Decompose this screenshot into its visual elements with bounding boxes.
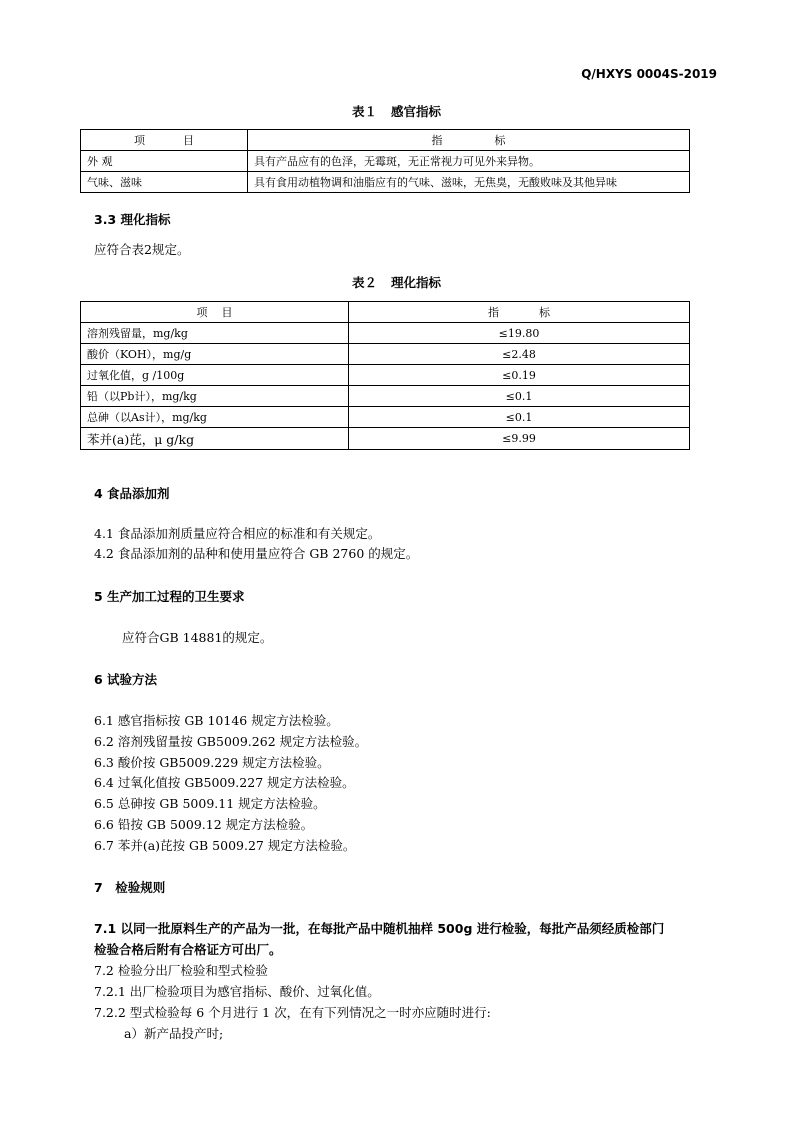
section-7-2-2: 7.2.2 型式检验每 6 个月进行 1 次，在有下列情况之一时亦应随时进行:: [94, 1005, 491, 1020]
section-6-heading: 6 试验方法: [94, 672, 158, 687]
row-item: 过氧化值，g /100g: [81, 365, 349, 386]
section-7-heading: 7 检验规则: [94, 880, 166, 895]
row-item: 外 观: [81, 151, 248, 172]
section-6-line: 6.6 铅按 GB 5009.12 规定方法检验。: [94, 817, 314, 832]
table2-caption-title: 理化指标: [391, 275, 442, 290]
section-6-line: 6.5 总砷按 GB 5009.11 规定方法检验。: [94, 796, 326, 811]
section-7-2: 7.2 检验分出厂检验和型式检验: [94, 963, 268, 978]
section-6-line: 6.2 溶剂残留量按 GB5009.262 规定方法检验。: [94, 734, 368, 749]
section-4-heading: 4 食品添加剂: [94, 486, 170, 501]
row-value: ≤2.48: [349, 344, 690, 365]
section-3-3-heading: 3.3 理化指标: [94, 212, 171, 227]
section-5-text: 应符合GB 14881的规定。: [122, 630, 273, 645]
table2-caption-number: 表２: [351, 275, 377, 290]
table-row: [81, 407, 690, 428]
row-value: ≤0.1: [349, 386, 690, 407]
column-header-index: 指 标: [248, 130, 690, 151]
row-item: 气味、滋味: [81, 172, 248, 193]
table-row: [81, 386, 690, 407]
section-6-line: 6.1 感官指标按 GB 10146 规定方法检验。: [94, 713, 339, 728]
row-value: ≤19.80: [349, 323, 690, 344]
section-7-1-line1: 7.1 以同一批原料生产的产品为一批，在每批产品中随机抽样 500g 进行检验，每批产品须经质检部门: [94, 921, 665, 936]
table-header-row: [81, 130, 690, 151]
column-header-item: 项 目: [81, 130, 248, 151]
column-header-index: 指 标: [349, 302, 690, 323]
list-item-a: a）新产品投产时;: [124, 1026, 224, 1041]
row-item: 溶剂残留量，mg/kg: [81, 323, 349, 344]
row-value: 具有食用动植物调和油脂应有的气味、滋味，无焦臭，无酸败味及其他异味: [248, 172, 690, 193]
table-row: [81, 323, 690, 344]
row-item: 总砷（以As计），mg/kg: [81, 407, 349, 428]
document-code: Q/HXYS 0004S-2019: [581, 67, 717, 81]
row-item: 酸价（KOH），mg/g: [81, 344, 349, 365]
section-5-heading: 5 生产加工过程的卫生要求: [94, 589, 245, 604]
table1-caption-title: 感官指标: [391, 104, 442, 119]
section-4-line: 4.1 食品添加剂质量应符合相应的标准和有关规定。: [94, 526, 381, 541]
section-7-1-line2: 检验合格后附有合格证方可出厂。: [94, 942, 282, 957]
section-7-2-1: 7.2.1 出厂检验项目为感官指标、酸价、过氧化值。: [94, 984, 380, 999]
row-value: ≤0.1: [349, 407, 690, 428]
table-row: [81, 428, 690, 450]
row-value: ≤9.99: [349, 428, 690, 450]
sensory-indicators-table: [80, 129, 690, 193]
section-3-3-text: 应符合表2规定。: [94, 242, 190, 257]
table2-caption: [0, 273, 793, 291]
row-item: 苯并(a)芘，μ g/kg: [81, 428, 349, 450]
table-row: [81, 172, 690, 193]
row-value: ≤0.19: [349, 365, 690, 386]
table-header-row: [81, 302, 690, 323]
table-row: [81, 151, 690, 172]
section-6-line: 6.3 酸价按 GB5009.229 规定方法检验。: [94, 755, 330, 770]
section-4-line: 4.2 食品添加剂的品种和使用量应符合 GB 2760 的规定。: [94, 546, 419, 561]
row-value: 具有产品应有的色泽，无霉斑，无正常视力可见外来异物。: [248, 151, 690, 172]
table1-caption-number: 表１: [351, 104, 377, 119]
table-row: [81, 365, 690, 386]
table-row: [81, 344, 690, 365]
section-6-line: 6.7 苯并(a)芘按 GB 5009.27 规定方法检验。: [94, 838, 356, 853]
section-6-line: 6.4 过氧化值按 GB5009.227 规定方法检验。: [94, 775, 355, 790]
table1-caption: [0, 102, 793, 120]
physicochemical-indicators-table: [80, 301, 690, 450]
column-header-item: 项 目: [81, 302, 349, 323]
row-item: 铅（以Pb计），mg/kg: [81, 386, 349, 407]
